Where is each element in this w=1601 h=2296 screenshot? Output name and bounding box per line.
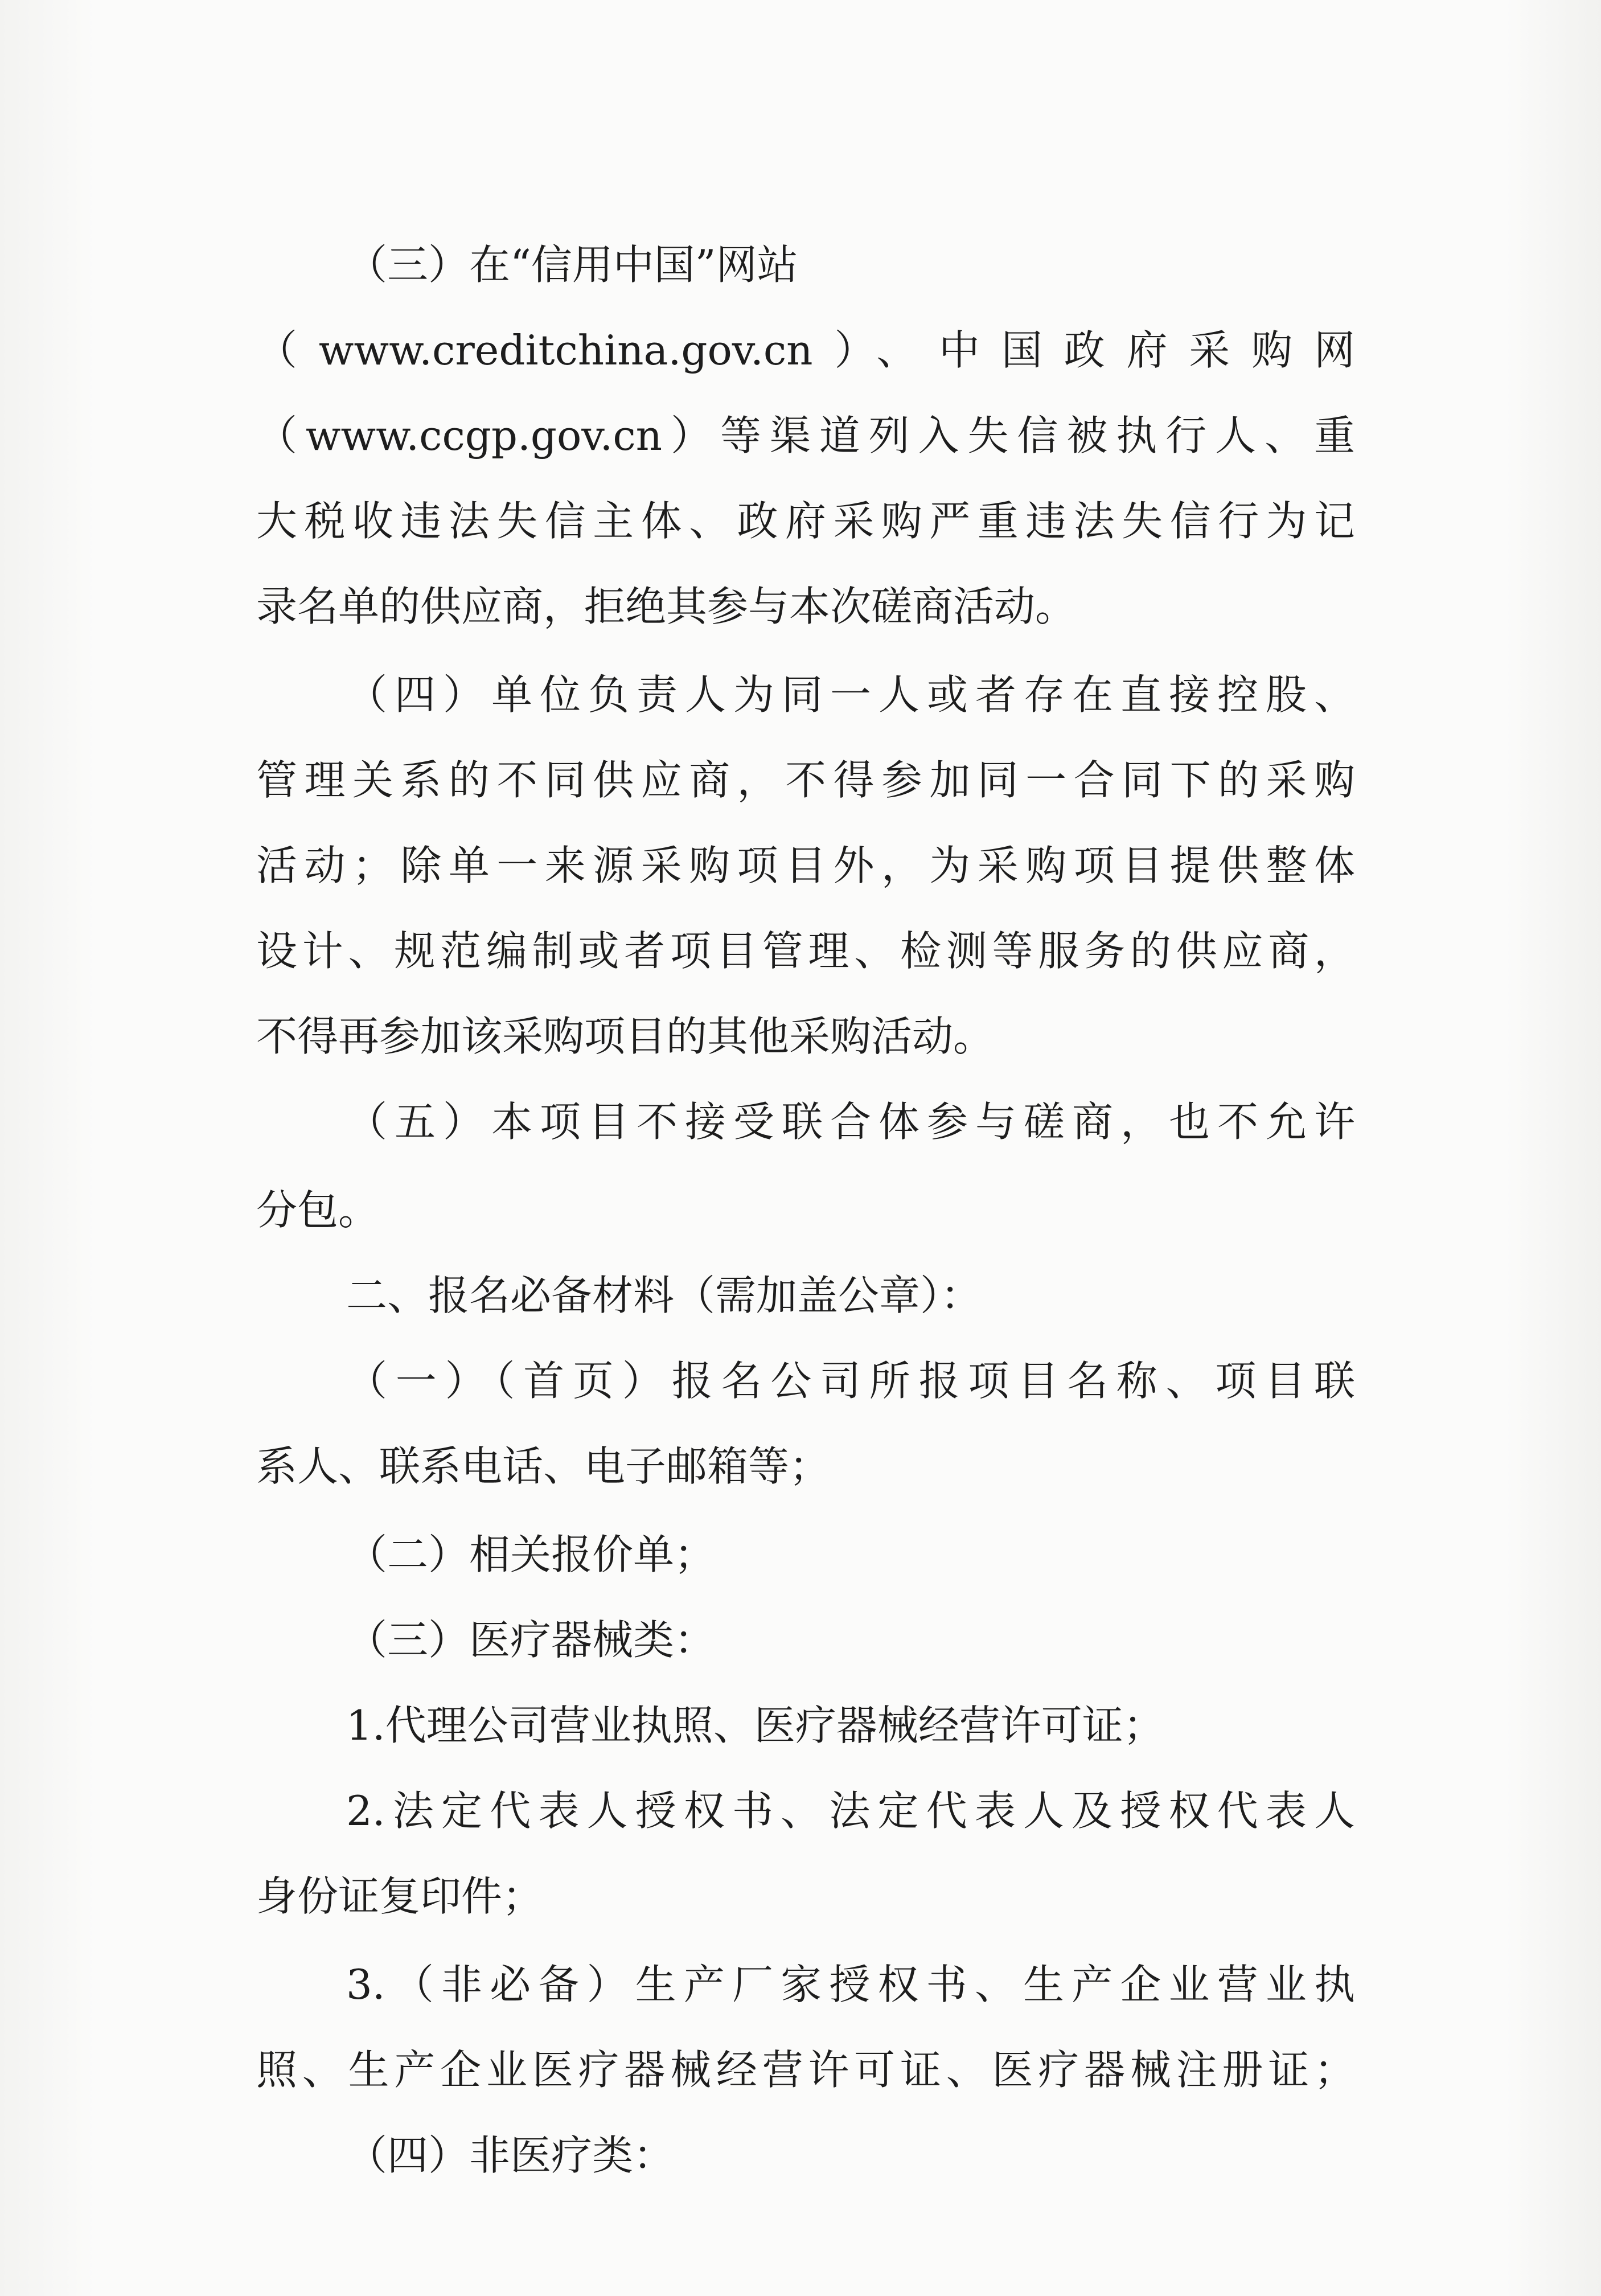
text-line-5: 录名单的供应商，拒绝其参与本次磋商活动。 [256,583,1077,630]
text-line-23: （四）非医疗类： [346,2131,675,2179]
text-line-19: 2.法定代表人授权书、法定代表人及授权代表人 [346,1787,1355,1835]
text-line-9: 设计、规范编制或者项目管理、检测等服务的供应商， [256,927,1355,975]
text-line-12: 分包。 [256,1186,380,1234]
text-line-17: （三）医疗器械类： [346,1616,716,1664]
text-line-15: 系人、联系电话、电子邮箱等； [256,1442,831,1490]
text-line-2: （www.creditchina.gov.cn）、中国政府采购网 [256,326,1355,374]
text-line-4: 大税收违法失信主体、政府采购严重违法失信行为记 [256,497,1355,545]
text-line-16: （二）相关报价单； [346,1531,716,1578]
text-line-21: 3.（非必备）生产厂家授权书、生产企业营业执 [346,1961,1355,2008]
text-line-20: 身份证复印件； [256,1872,544,1920]
text-line-6: （四）单位负责人为同一人或者存在直接控股、 [346,671,1355,719]
text-line-11: （五）本项目不接受联合体参与磋商，也不允许 [346,1098,1355,1146]
text-line-18: 1.代理公司营业执照、医疗器械经营许可证； [346,1702,1164,1749]
text-line-7: 管理关系的不同供应商，不得参加同一合同下的采购 [256,756,1355,804]
text-line-10: 不得再参加该采购项目的其他采购活动。 [256,1012,995,1060]
section-heading: 二、报名必备材料（需加盖公章）： [346,1272,982,1319]
text-line-14: （一）（首页）报名公司所报项目名称、项目联 [346,1357,1355,1405]
text-line-8: 活动；除单一来源采购项目外，为采购项目提供整体 [256,842,1355,889]
text-line-22: 照、生产企业医疗器械经营许可证、医疗器械注册证； [256,2046,1355,2094]
text-line-1: （三）在“信用中国”网站 [346,241,798,289]
text-line-3: （www.ccgp.gov.cn）等渠道列入失信被执行人、重 [256,412,1355,460]
